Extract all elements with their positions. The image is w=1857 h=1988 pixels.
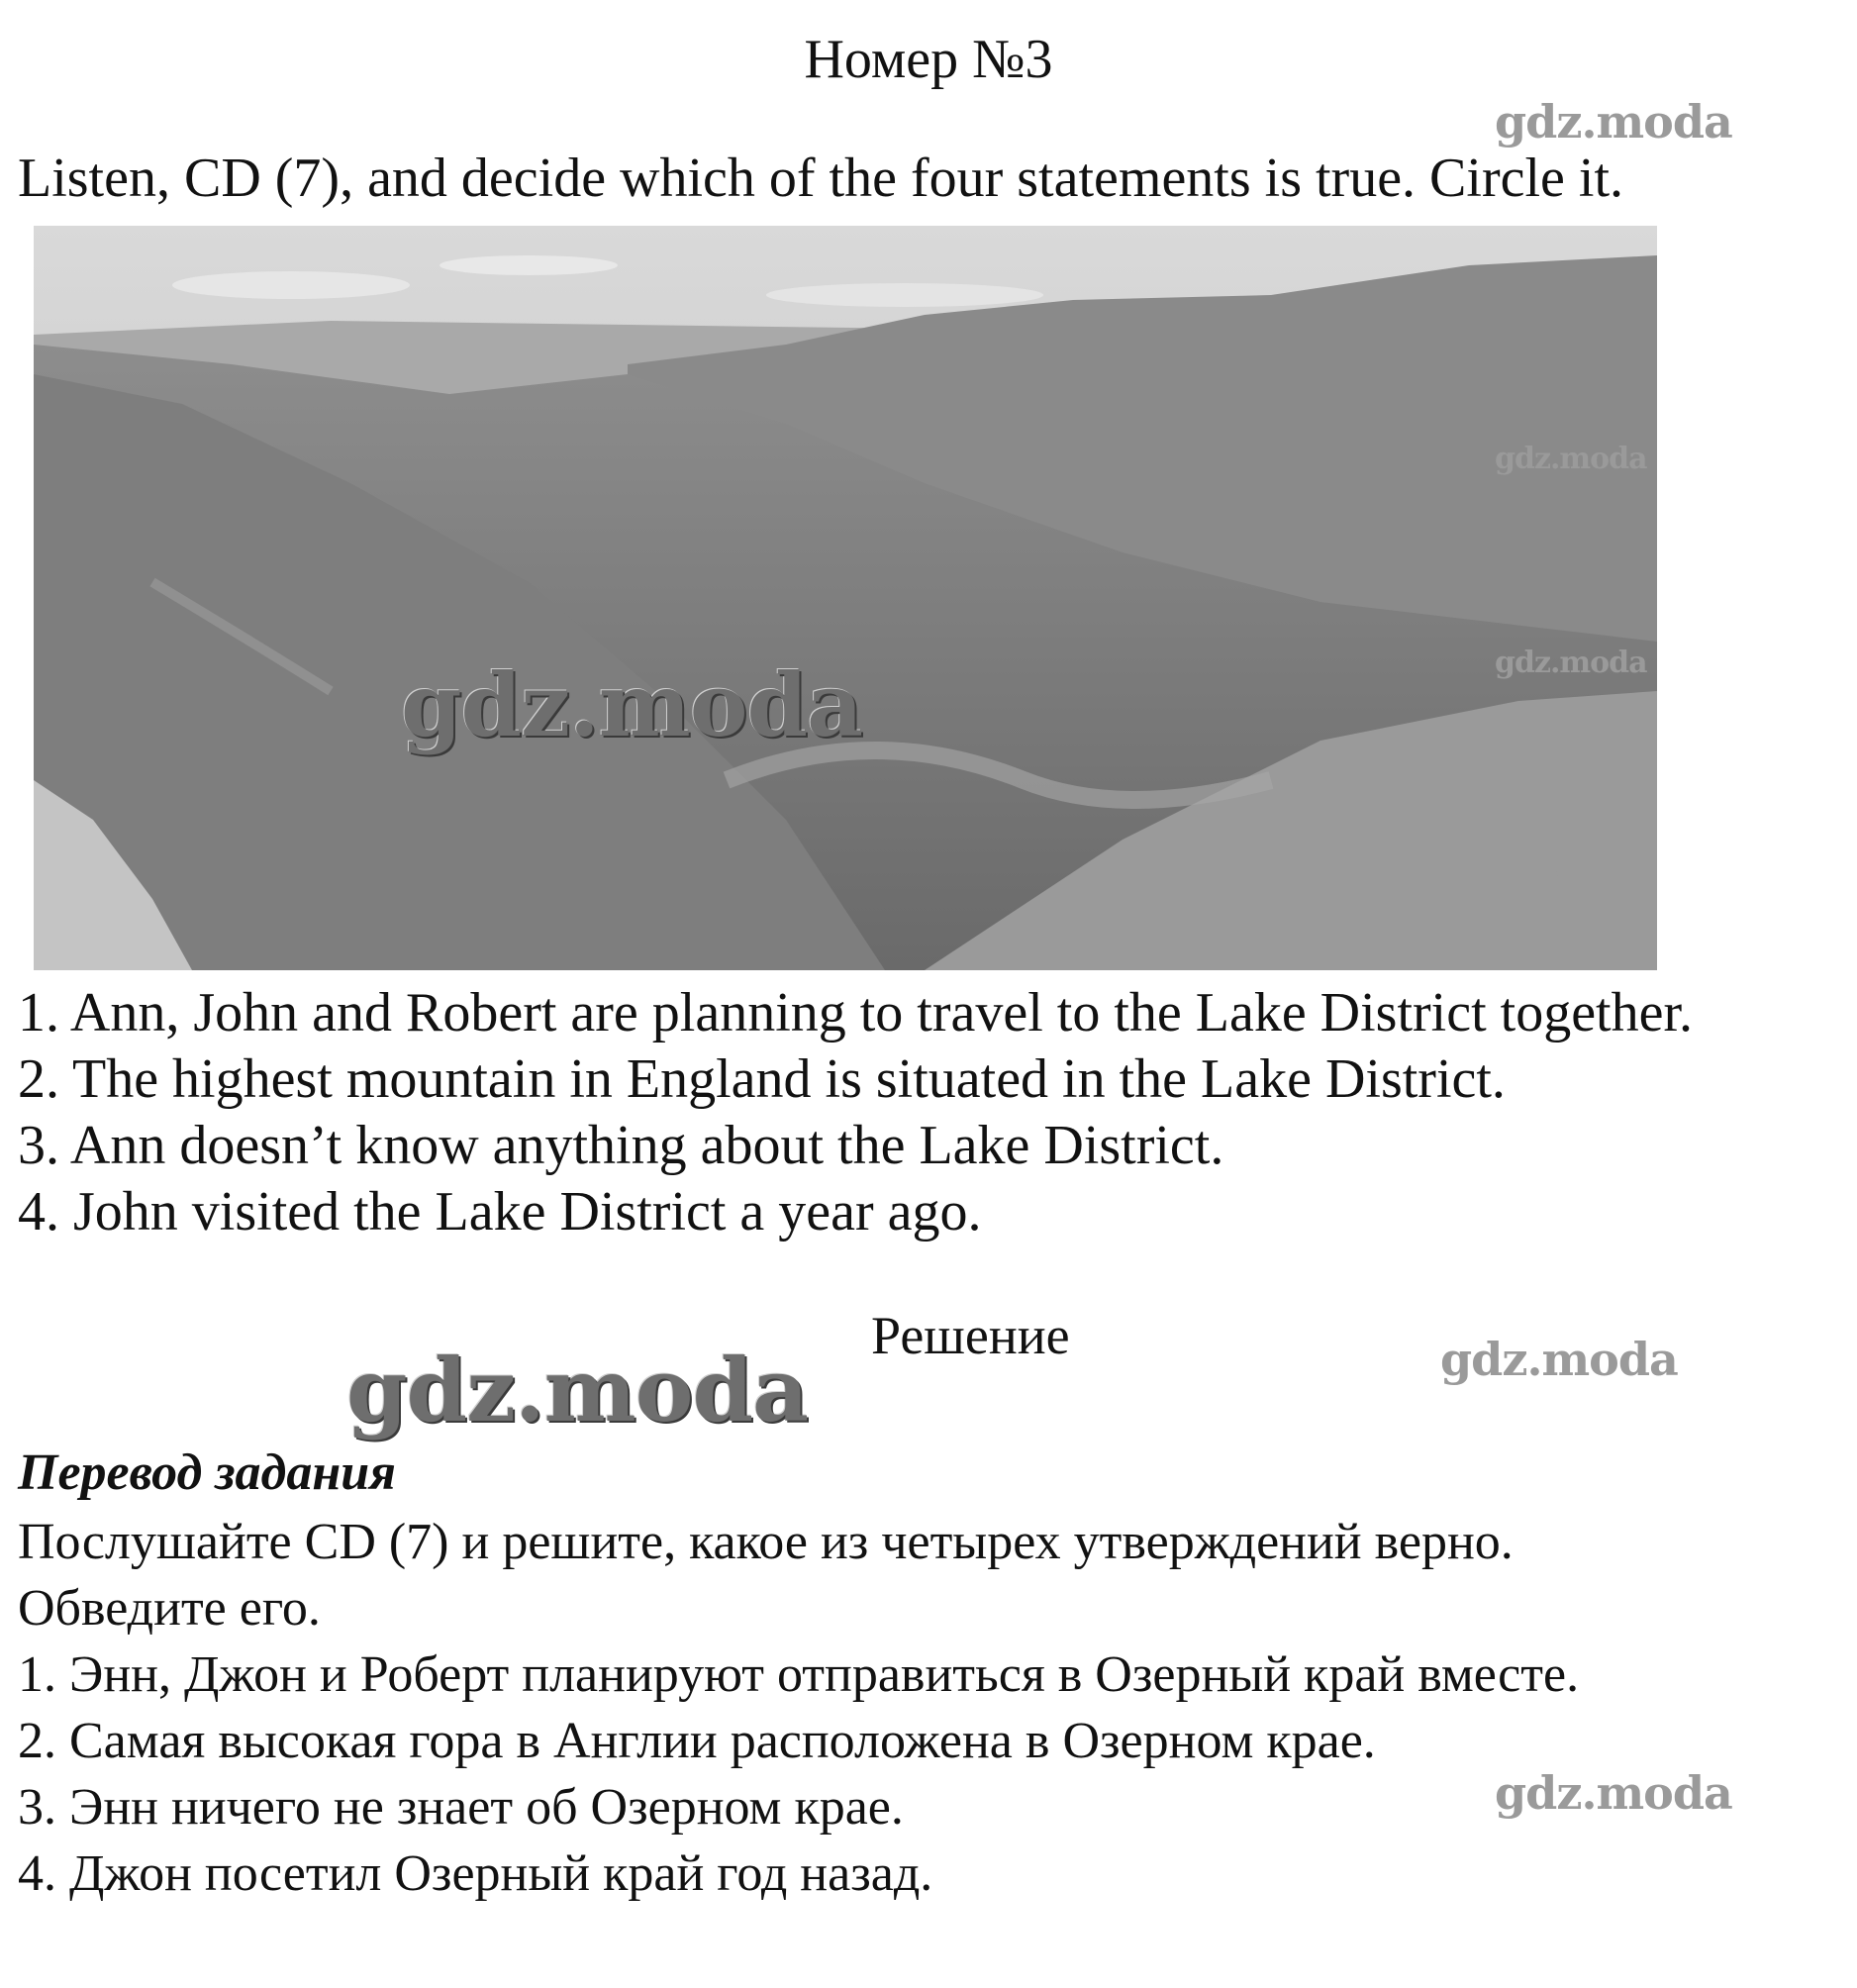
solution-label: Решение — [871, 1306, 1070, 1365]
watermark: gdz.moda — [1495, 95, 1732, 149]
watermark: gdz.moda — [1495, 646, 1647, 680]
watermark: gdz.moda — [346, 1339, 809, 1441]
translation-line: Послушайте CD (7) и решите, какое из четырех утверждений верно. — [18, 1514, 1514, 1570]
landscape-photo — [34, 226, 1657, 970]
statements-list — [18, 980, 1693, 1245]
watermark: gdz.moda — [1495, 1766, 1732, 1820]
translation-text — [18, 1509, 1579, 1907]
statement-1[interactable]: 1. Ann, John and Robert are planning to travel to the Lake District together. — [18, 982, 1694, 1044]
watermark: gdz.moda — [401, 653, 863, 756]
translation-line: 1. Энн, Джон и Роберт планируют отправиться в Озерный край вместе. — [18, 1646, 1580, 1703]
watermark: gdz.moda — [1495, 849, 1647, 884]
translation-heading: Перевод задания — [18, 1444, 396, 1501]
statement-3[interactable]: 3. Ann doesn’t know anything about the Lake District. — [18, 1115, 1224, 1176]
translation-line: 3. Энн ничего не знает об Озерном крае. — [18, 1779, 904, 1836]
watermark: gdz.moda — [1440, 1333, 1678, 1386]
statement-2[interactable]: 2. The highest mountain in England is situated in the Lake District. — [18, 1048, 1506, 1110]
watermark: gdz.moda — [1495, 442, 1647, 476]
translation-line: Обведите его. — [18, 1580, 321, 1637]
translation-line: 4. Джон посетил Озерный край год назад. — [18, 1845, 933, 1902]
page-title: Номер №3 — [804, 29, 1053, 90]
translation-line: 2. Самая высокая гора в Англии расположена в Озерном крае. — [18, 1713, 1376, 1769]
statement-4[interactable]: 4. John visited the Lake District a year ago. — [18, 1181, 982, 1242]
task-instruction: Listen, CD (7), and decide which of the four statements is true. Circle it. — [18, 148, 1624, 209]
